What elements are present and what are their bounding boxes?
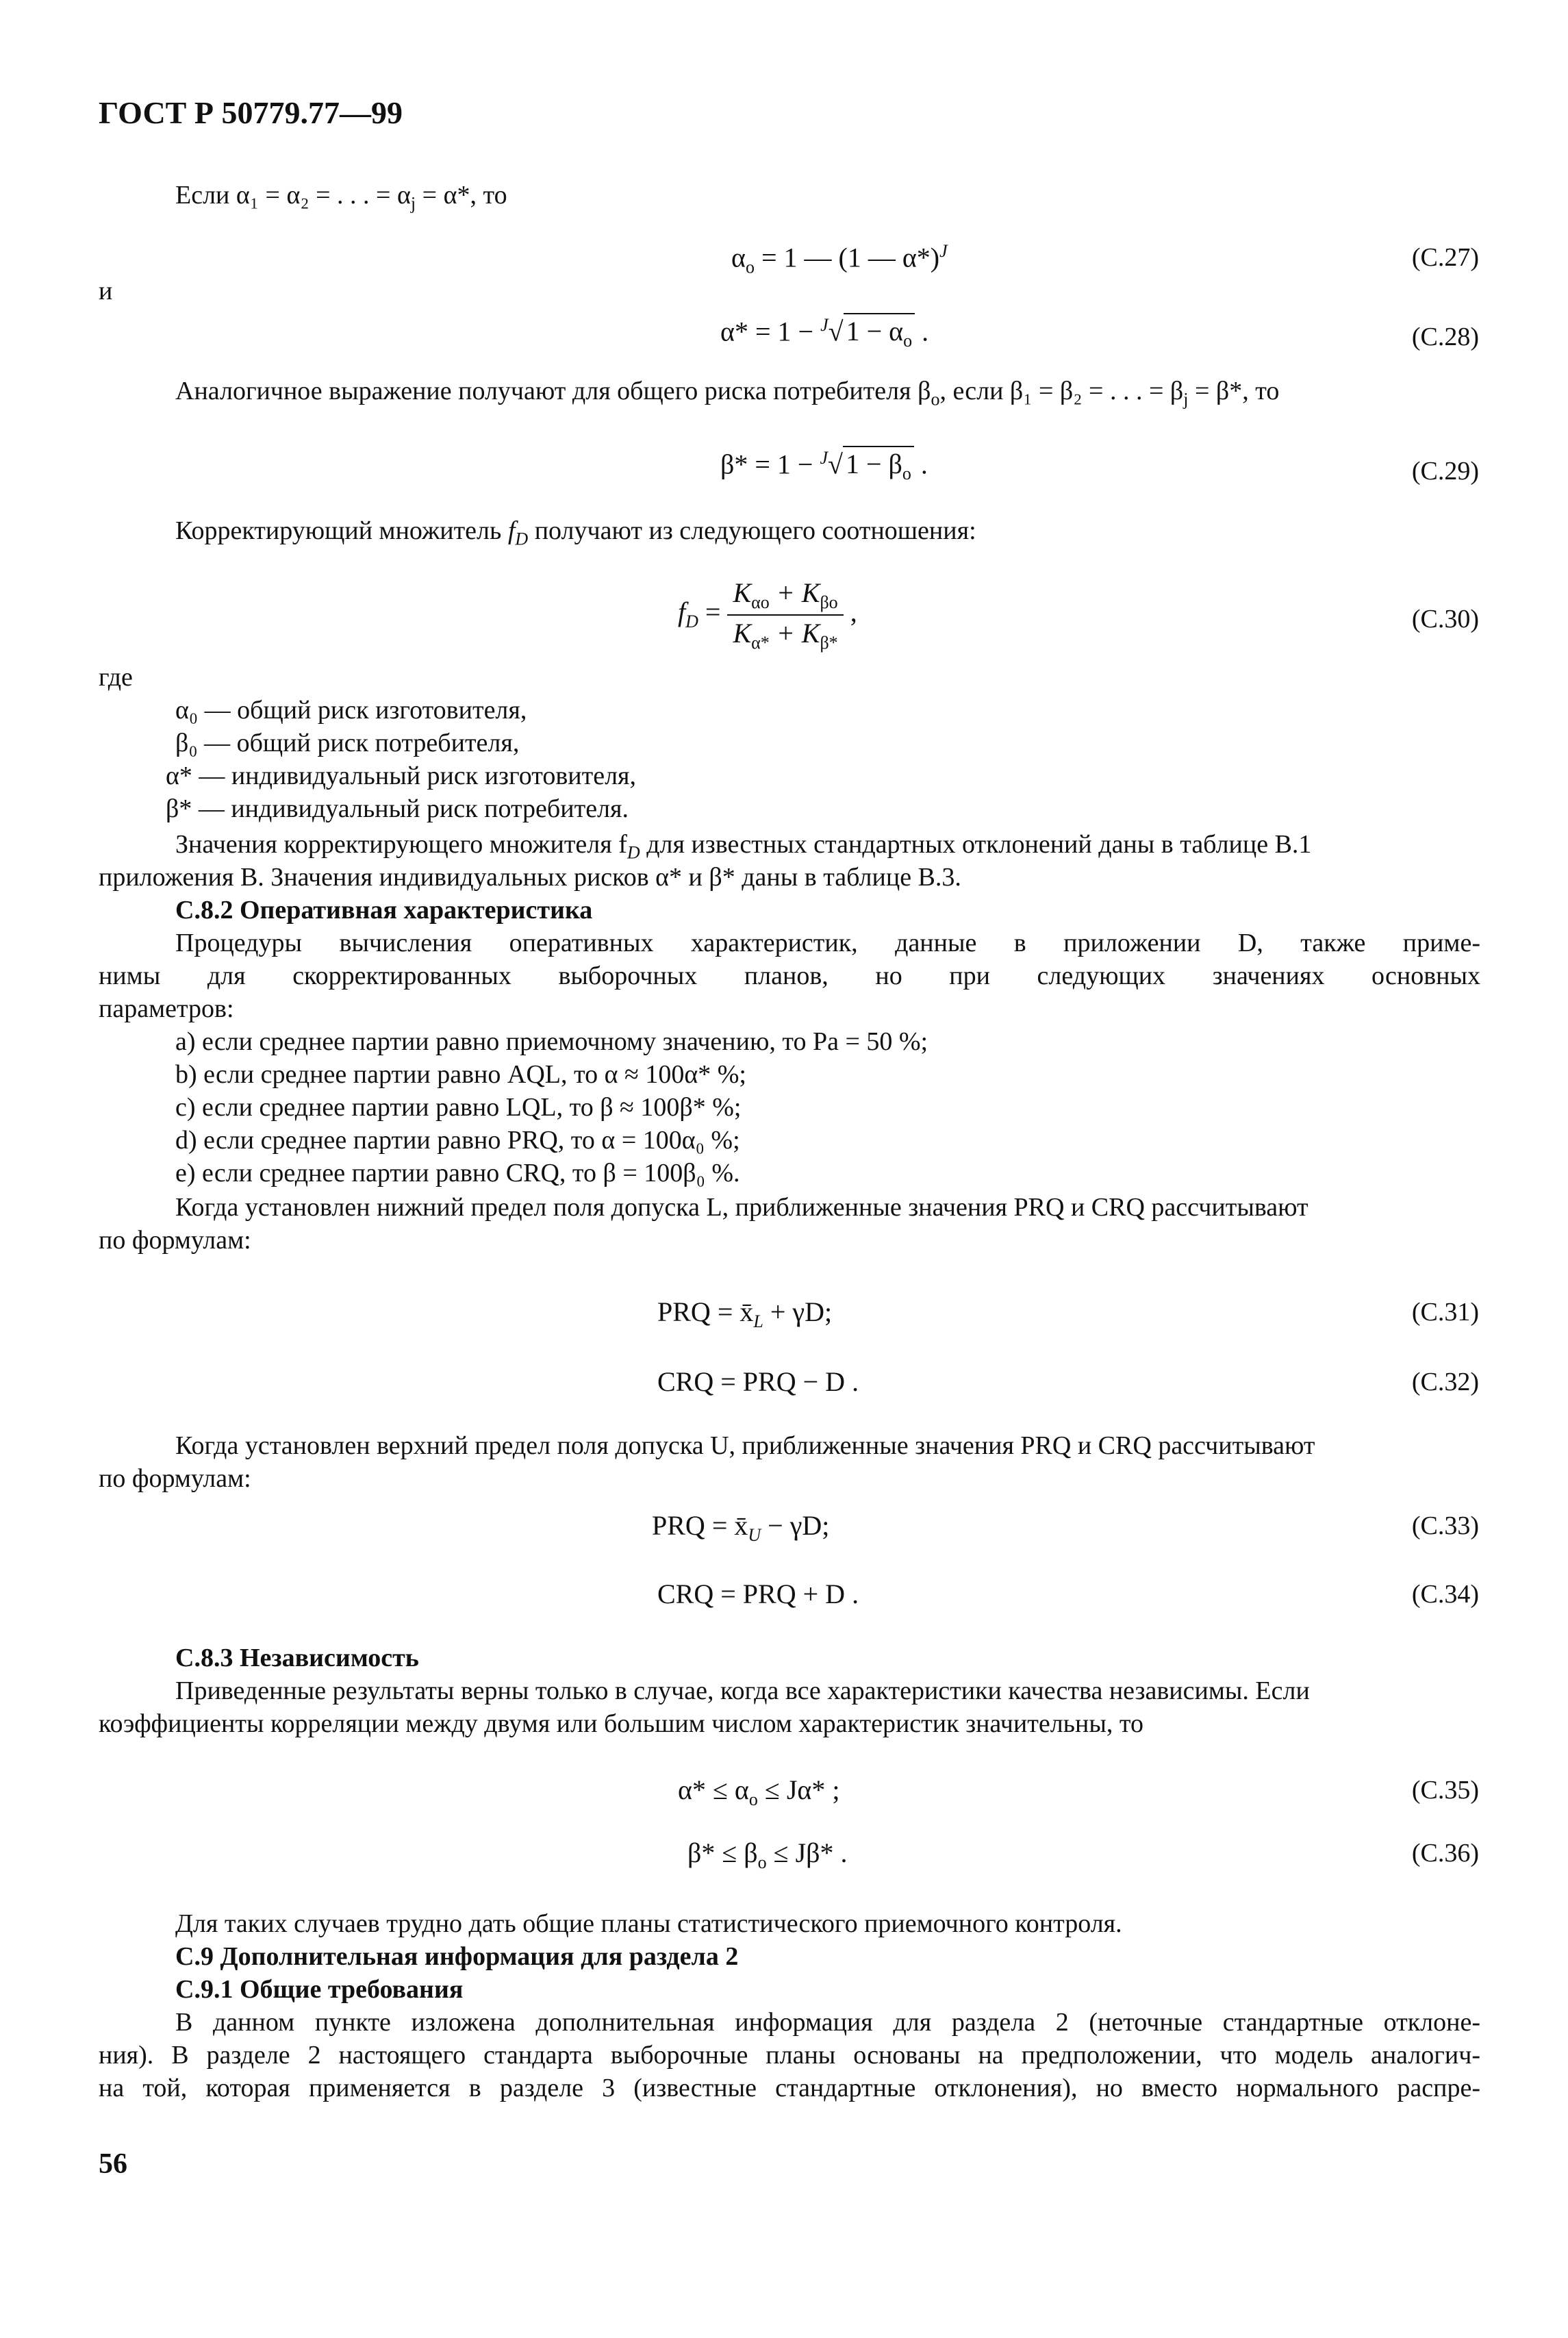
intro-line: Если α₁ = α₂ = . . . = $\alpha_j = \alpha*$, то bbox=[175, 181, 507, 214]
section-heading-c82: С.8.2 Оперативная характеристика bbox=[175, 896, 593, 925]
definition-item: β* — индивидуальный риск потребителя. bbox=[166, 794, 629, 823]
equation-number: (С.28) bbox=[1411, 323, 1479, 351]
formula-c31: PRQ = $x̄_L + \gamma D$; bbox=[657, 1296, 833, 1331]
equation-number: (С.27) bbox=[1411, 243, 1479, 272]
paragraph-last-line3: на той, которая применяется в разделе 3 (известные стандартные отклонения), но вместо нормального распре- bbox=[99, 2074, 1480, 2102]
document-title: ГОСТ Р 50779.77—99 bbox=[99, 95, 403, 130]
definition-item: α₀ — общий риск изготовителя, bbox=[175, 696, 527, 725]
paragraph-independence-line1: Приведенные результаты верны только в случае, когда все характеристики качества независимы. Если bbox=[175, 1676, 1310, 1705]
equation-number: (С.36) bbox=[1411, 1839, 1479, 1868]
paragraph-procedures-line2: нимы для скорректированных выборочных планов, но при следующих значениях основных bbox=[99, 961, 1480, 990]
paragraph-upper-line1: Когда установлен верхний предел поля допуска U, приближенные значения PRQ и CRQ рассчитывают bbox=[175, 1431, 1315, 1460]
paragraph-last-line1: В данном пункте изложена дополнительная информация для раздела 2 (неточные стандартные отклоне- bbox=[175, 2008, 1480, 2037]
equation-number: (С.31) bbox=[1411, 1298, 1479, 1327]
paragraph-analog: Аналогичное выражение получают для общего риска потребителя $\beta_o$, если β₁ = β₂ = . . . = $\beta_j = \beta*$, то bbox=[175, 377, 1280, 410]
list-item-a: a) если среднее партии равно приемочному значению, то Pa = 50 %; bbox=[175, 1027, 928, 1056]
formula-c32: CRQ = PRQ − D . bbox=[657, 1366, 859, 1397]
conjunction-and: и bbox=[99, 277, 113, 305]
definition-item: α* — индивидуальный риск изготовителя, bbox=[166, 762, 637, 790]
paragraph-lower-line2: по формулам: bbox=[99, 1226, 251, 1255]
paragraph-values-line2: приложения В. Значения индивидуальных рисков α* и β* даны в таблице В.3. bbox=[99, 863, 961, 892]
equation-number: (С.35) bbox=[1411, 1776, 1479, 1805]
definition-item: β₀ — общий риск потребителя, bbox=[175, 729, 520, 757]
formula-c27: $\alpha_o = 1$ — (1 — α*)$^J$ bbox=[731, 241, 948, 277]
formula-c36: $\beta* \le \beta_o \le J\beta*$ . bbox=[687, 1837, 848, 1872]
formula-c30: $f_D$ = $\frac{K_{\alpha o} + K_{\beta o}}{K_{\alpha*} + K_{\beta*}}$ , bbox=[678, 577, 857, 653]
equation-number: (С.29) bbox=[1411, 457, 1479, 486]
equation-number: (С.34) bbox=[1411, 1580, 1479, 1609]
list-item-d: d) если среднее партии равно PRQ, то α = 100α₀ %; bbox=[175, 1126, 740, 1155]
list-item-c: c) если среднее партии равно LQL, то β ≈ 100β* %; bbox=[175, 1093, 742, 1122]
paragraph-lower-line1: Когда установлен нижний предел поля допуска L, приближенные значения PRQ и CRQ рассчитывают bbox=[175, 1193, 1308, 1222]
section-heading-c9: С.9 Дополнительная информация для раздела 2 bbox=[175, 1942, 739, 1971]
list-item-e: e) если среднее партии равно CRQ, то β = 100β₀ %. bbox=[175, 1159, 740, 1187]
paragraph-upper-line2: по формулам: bbox=[99, 1464, 251, 1493]
formula-c33: PRQ = $x̄_U - \gamma D$; bbox=[652, 1510, 830, 1545]
formula-c35: $\alpha* \le \alpha_o \le J\alpha*$ ; bbox=[678, 1774, 840, 1809]
list-item-b: b) если среднее партии равно AQL, то α ≈ 100α* %; bbox=[175, 1060, 746, 1089]
formula-c34: CRQ = PRQ + D . bbox=[657, 1579, 859, 1609]
equation-number: (С.30) bbox=[1411, 605, 1479, 633]
paragraph-procedures-line1: Процедуры вычисления оперативных характеристик, данные в приложении D, также приме- bbox=[175, 929, 1480, 957]
section-heading-c83: С.8.3 Независимость bbox=[175, 1644, 419, 1672]
formula-c29: β* = 1 − $^J$√ $1 - \beta_o$ . bbox=[720, 448, 928, 484]
equation-number: (С.32) bbox=[1411, 1368, 1479, 1396]
equation-number: (С.33) bbox=[1411, 1511, 1479, 1540]
paragraph-independence-line2: коэффициенты корреляции между двумя или большим числом характеристик значительны, то bbox=[99, 1709, 1143, 1738]
paragraph-values-line1: Значения корректирующего множителя $f_D$ для известных стандартных отклонений даны в таблице В.1 bbox=[175, 830, 1312, 863]
paragraph-corrective: Корректирующий множитель $f_D$ получают из следующего соотношения: bbox=[175, 516, 976, 549]
page-number: 56 bbox=[99, 2148, 127, 2180]
section-heading-c91: С.9.1 Общие требования bbox=[175, 1975, 464, 2004]
where-label: где bbox=[99, 663, 133, 692]
paragraph-last-line2: ния). В разделе 2 настоящего стандарта выборочные планы основаны на предположении, что модель аналогич- bbox=[99, 2041, 1480, 2070]
formula-c28: α* = 1 − $^J$√ $1 - \alpha_o$ . bbox=[720, 315, 928, 351]
paragraph-such-cases: Для таких случаев трудно дать общие планы статистического приемочного контроля. bbox=[175, 1909, 1122, 1938]
paragraph-procedures-line3: параметров: bbox=[99, 994, 234, 1023]
